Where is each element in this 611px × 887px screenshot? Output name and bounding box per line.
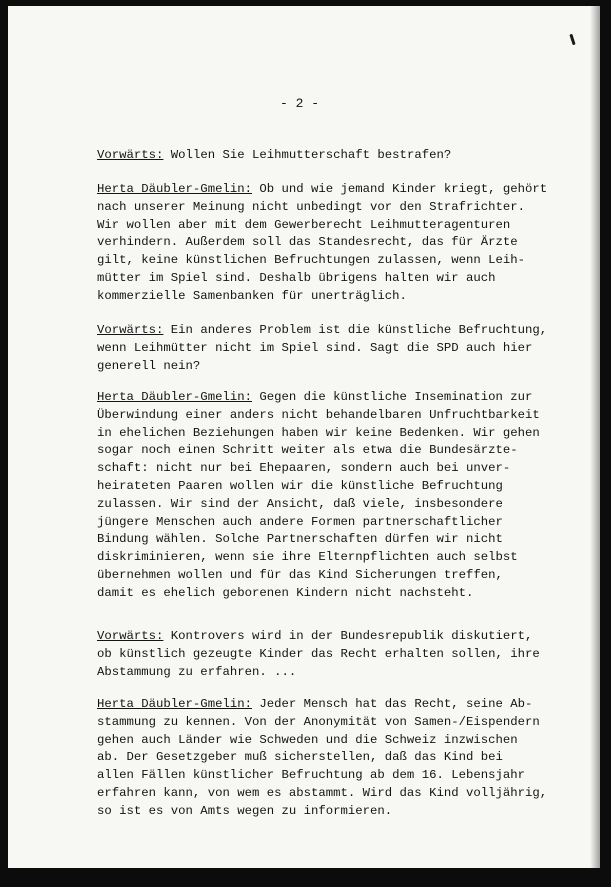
text-line: ab. Der Gesetzgeber muß sicherstellen, daß das Kind bei	[97, 750, 503, 765]
text-span: Ein anderes Problem ist die künstliche Befruchtung,	[163, 323, 548, 337]
text-line: zulassen. Wir sind der Ansicht, daß viele, insbesondere	[97, 496, 503, 511]
document-page	[8, 6, 600, 868]
text-line: so ist es von Amts wegen zu informieren.	[97, 803, 393, 818]
text-line	[97, 147, 567, 165]
text-line: schaft: nicht nur bei Ehepaaren, sondern auch bei unver-	[97, 461, 511, 476]
text-line: Bindung wählen. Solche Partnerschaften dürfen wir nicht	[97, 532, 503, 547]
text-line	[97, 181, 567, 199]
page-number: - 2 -	[280, 96, 320, 111]
text-span: Wollen Sie Leihmutterschaft bestrafen?	[163, 148, 452, 162]
text-line: mütter im Spiel sind. Deshalb übrigens halten wir auch	[97, 270, 496, 285]
text-span: Kontrovers wird in der Bundesrepublik diskutiert,	[163, 629, 533, 643]
text-line: wenn Leihmütter nicht im Spiel sind. Sagt die SPD auch hier	[97, 340, 533, 355]
text-line: gilt, keine künstlichen Befruchtungen zulassen, wenn Leih-	[97, 253, 526, 268]
speaker-label: Herta Däubler-Gmelin:	[97, 697, 252, 711]
text-line	[97, 322, 567, 340]
interview-paragraph	[97, 322, 567, 375]
text-line	[97, 389, 567, 407]
scan-mark	[569, 34, 575, 45]
interview-paragraph	[97, 389, 567, 603]
text-line: allen Fällen künstlicher Befruchtung ab dem 16. Lebensjahr	[97, 768, 526, 783]
speaker-label: Vorwärts:	[97, 148, 164, 162]
text-line: generell nein?	[97, 358, 201, 373]
text-line: diskriminieren, wenn sie ihre Elternpflichten auch selbst	[97, 550, 518, 565]
text-line: Wir wollen aber mit dem Gewerberecht Leihmutteragenturen	[97, 217, 511, 232]
text-line	[97, 628, 567, 646]
speaker-label: Herta Däubler-Gmelin:	[97, 182, 252, 196]
speaker-label: Vorwärts:	[97, 629, 164, 643]
text-line: sogar noch einen Schritt weiter als etwa die Bundesärzte-	[97, 443, 518, 458]
text-line: gehen auch Länder wie Schweden und die Schweiz inzwischen	[97, 732, 518, 747]
interview-paragraph	[97, 181, 567, 306]
text-line: damit es ehelich geborenen Kindern nicht nachsteht.	[97, 585, 474, 600]
text-line: in ehelichen Beziehungen haben wir keine Bedenken. Wir gehen	[97, 425, 540, 440]
page-edge-shadow	[590, 6, 600, 868]
speaker-label: Vorwärts:	[97, 323, 164, 337]
text-span: Jeder Mensch hat das Recht, seine Ab-	[251, 697, 533, 711]
text-line: Abstammung zu erfahren. ...	[97, 664, 297, 679]
interview-paragraph	[97, 628, 567, 681]
text-line	[97, 696, 567, 714]
text-line: übernehmen wollen und für das Kind Sicherungen treffen,	[97, 567, 503, 582]
text-line: nach unserer Meinung nicht unbedingt vor den Strafrichter.	[97, 199, 526, 214]
text-line: erfahren kann, von wem es abstammt. Wird das Kind volljährig,	[97, 785, 548, 800]
text-line: stammung zu kennen. Von der Anonymität von Samen-/Eispendern	[97, 714, 540, 729]
interview-paragraph	[97, 147, 567, 165]
text-span: Gegen die künstliche Insemination zur	[251, 390, 533, 404]
text-line: heirateten Paaren wollen wir die künstliche Befruchtung	[97, 478, 503, 493]
speaker-label: Herta Däubler-Gmelin:	[97, 390, 252, 404]
text-line: verhindern. Außerdem soll das Standesrecht, das für Ärzte	[97, 235, 518, 250]
text-line: jüngere Menschen auch andere Formen partnerschaftlicher	[97, 514, 503, 529]
text-span: Ob und wie jemand Kinder kriegt, gehört	[251, 182, 548, 196]
text-line: ob künstlich gezeugte Kinder das Recht erhalten sollen, ihre	[97, 646, 540, 661]
interview-paragraph	[97, 696, 567, 821]
text-line: Überwindung einer anders nicht behandelbaren Unfruchtbarkeit	[97, 407, 540, 422]
text-line: kommerzielle Samenbanken für unerträglich.	[97, 288, 407, 303]
